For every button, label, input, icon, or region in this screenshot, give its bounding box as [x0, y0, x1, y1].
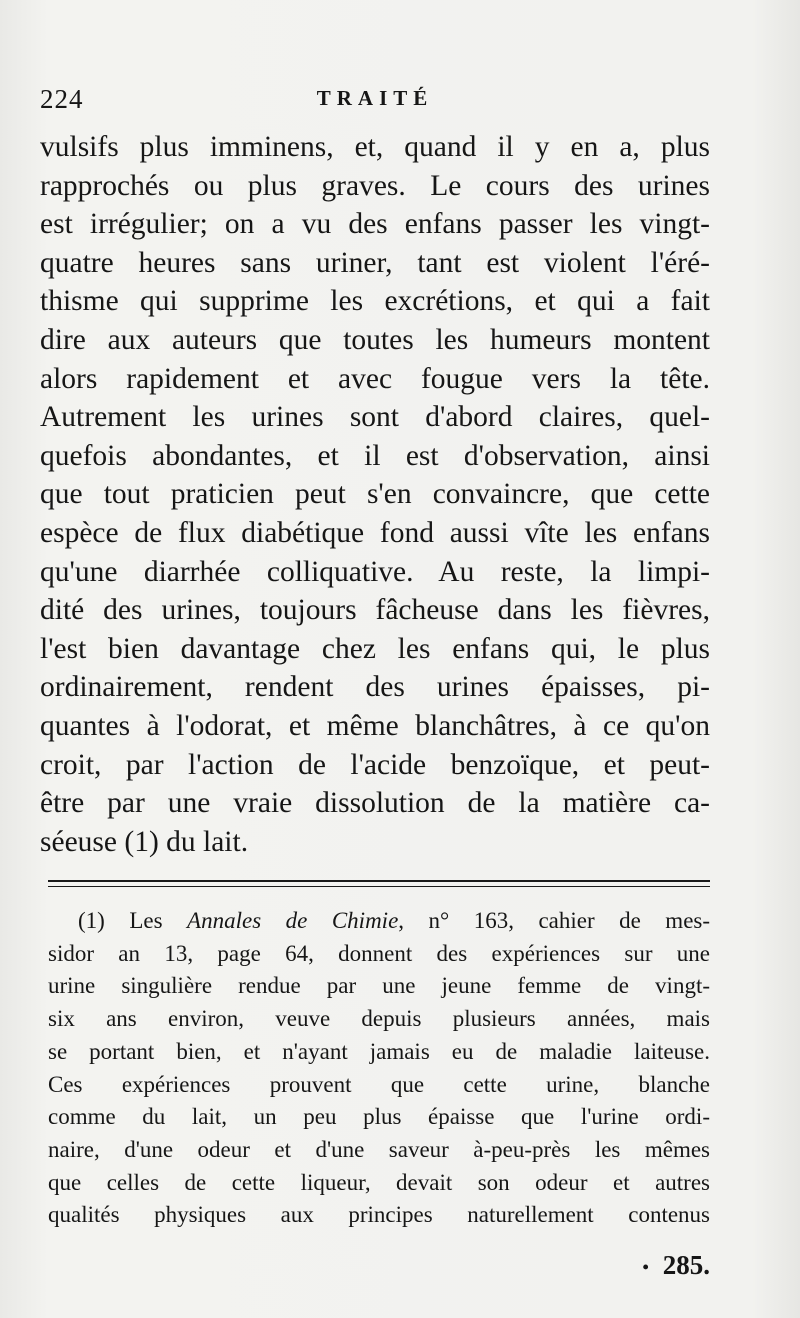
text-line: quefois abondantes, et il est d'observation, ainsi: [40, 439, 710, 472]
page-number: 224: [40, 84, 84, 114]
text-line: que tout praticien peut s'en convaincre, que cette: [40, 478, 710, 511]
footnote-marker: (1): [78, 908, 105, 933]
text-line: quantes à l'odorat, et même blanchâtres, à ce qu'on: [40, 709, 710, 742]
text-line: ordinairement, rendent des urines épaisses, pi-: [40, 671, 710, 704]
signature-mark: [620, 1250, 710, 1281]
text-line: dire aux auteurs que toutes les humeurs montent: [40, 323, 710, 356]
signature-dot: •: [642, 1257, 649, 1278]
footnote-line: naire, d'une odeur et d'une saveur à-peu-près les mêmes: [48, 1136, 710, 1162]
text-line: vulsifs plus imminens, et, quand il y en a, plus: [40, 131, 710, 163]
text-line: rapprochés ou plus graves. Le cours des urines: [40, 169, 710, 202]
text-line: espèce de flux diabétique fond aussi vîte les enfans: [40, 516, 710, 549]
page-header: [40, 84, 710, 116]
text-line: alors rapidement et avec fougue vers la tête.: [40, 362, 710, 395]
footnote-line1-rest: , n° 163, cahier de mes-: [398, 908, 711, 933]
text-line: être par une vraie dissolution de la matière ca-: [40, 787, 710, 820]
footnote-line: sidor an 13, page 64, donnent des expériences sur une: [48, 940, 710, 966]
text-line: Autrement les urines sont d'abord claires, quel-: [40, 401, 710, 434]
footnote-line: se portant bien, et n'ayant jamais eu de maladie laiteuse.: [48, 1038, 710, 1064]
text-line: quatre heures sans uriner, tant est violent l'éré-: [40, 246, 710, 279]
text-line: croit, par l'action de l'acide benzoïque, et peut-: [40, 748, 710, 781]
footnote-line: que celles de cette liqueur, devait son odeur et autres: [48, 1169, 710, 1195]
footnote-first-line: [48, 905, 710, 938]
text-line: thisme qui supprime les excrétions, et qui a fait: [40, 285, 710, 318]
journal-title: Annales de Chimie: [187, 908, 399, 933]
footnote-separator-rule: [48, 880, 710, 887]
footnote-line: six ans environ, veuve depuis plusieurs années, mais: [48, 1006, 710, 1032]
footnote-line: urine singulière rendue par une jeune femme de vingt-: [48, 973, 710, 999]
main-text: [40, 128, 710, 861]
footnote: [48, 905, 710, 1232]
footnote-line: qualités physiques aux principes naturellement contenus: [48, 1202, 710, 1228]
footnote-line: comme du lait, un peu plus épaisse que l'urine ordi-: [48, 1104, 710, 1130]
text-line: est irrégulier; on a vu des enfans passer les vingt-: [40, 208, 710, 241]
text-line: séeuse (1) du lait.: [40, 825, 249, 858]
footnote-line: Ces expériences prouvent que cette urine, blanche: [48, 1071, 710, 1097]
footnote-lead: Les: [129, 908, 163, 933]
text-line: l'est bien davantage chez les enfans qui, le plus: [40, 632, 710, 665]
signature-number: 285.: [662, 1250, 710, 1280]
text-line: qu'une diarrhée colliquative. Au reste, la limpi-: [40, 555, 710, 588]
running-title: TRAITÉ: [316, 86, 434, 110]
text-line: dité des urines, toujours fâcheuse dans les fièvres,: [40, 594, 710, 627]
